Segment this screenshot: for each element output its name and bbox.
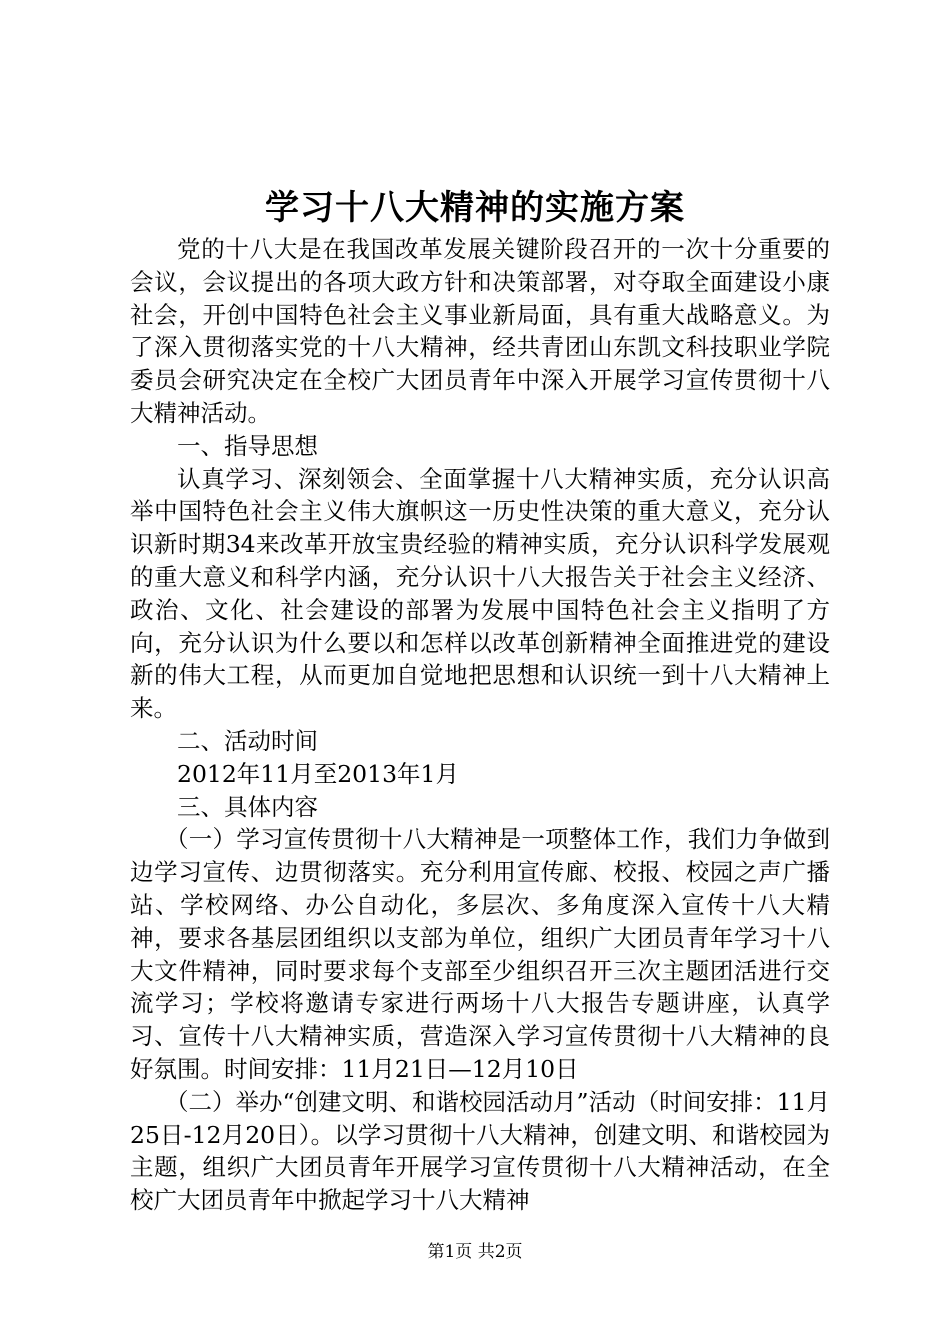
content-item-1-paragraph: （一）学习宣传贯彻十八大精神是一项整体工作，我们力争做到边学习宣传、边贯彻落实。充分利用宣传廊、校报、校园之声广播站、学校网络、办公自动化，多层次、多角度深入宣传十八大精神，要求各基层团组织以支部为单位，组织广大团员青年学习十八大文件精神，同时要求每个支部至少组织召开三次主题团活进行交流学习；学校将邀请专家进行两场十八大报告专题讲座，认真学习、宣传十八大精神实质，营造深入学习宣传贯彻十八大精神的良好氛围。时间安排：11月21日—12月10日 (130, 825, 830, 1083)
document-body (130, 233, 830, 1217)
document-title: 学习十八大精神的实施方案 (265, 188, 685, 228)
activity-time-paragraph: 2012年11月至2013年1月 (177, 759, 459, 788)
section-heading-activity-time: 二、活动时间 (177, 726, 318, 755)
intro-paragraph: 党的十八大是在我国改革发展关键阶段召开的一次十分重要的会议，会议提出的各项大政方针和决策部署，对夺取全面建设小康社会，开创中国特色社会主义事业新局面，具有重大战略意义。为了深入贯彻落实党的十八大精神，经共青团山东凯文科技职业学院委员会研究决定在全校广大团员青年中深入开展学习宣传贯彻十八大精神活动。 (130, 235, 830, 427)
guiding-thought-paragraph: 认真学习、深刻领会、全面掌握十八大精神实质，充分认识高举中国特色社会主义伟大旗帜这一历史性决策的重大意义，充分认识新时期34来改革开放宝贵经验的精神实质，充分认识科学发展观的重大意义和科学内涵，充分认识十八大报告关于社会主义经济、政治、文化、社会建设的部署为发展中国特色社会主义指明了方向，充分认识为什么要以和怎样以改革创新精神全面推进党的建设新的伟大工程，从而更加自觉地把思想和认识统一到十八大精神上来。 (130, 464, 830, 723)
section-heading-guiding-thought: 一、指导思想 (177, 431, 318, 460)
content-item-2-paragraph: （二）举办“创建文明、和谐校园活动月”活动（时间安排：11月25日-12月20日）。以学习贯彻十八大精神，创建文明、和谐校园为主题，组织广大团员青年开展学习宣传贯彻十八大精神活动，在全校广大团员青年中掀起学习十八大精神 (130, 1087, 830, 1215)
page-footer: 第1页 共2页 (427, 1242, 523, 1262)
section-heading-specific-content: 三、具体内容 (177, 792, 318, 821)
